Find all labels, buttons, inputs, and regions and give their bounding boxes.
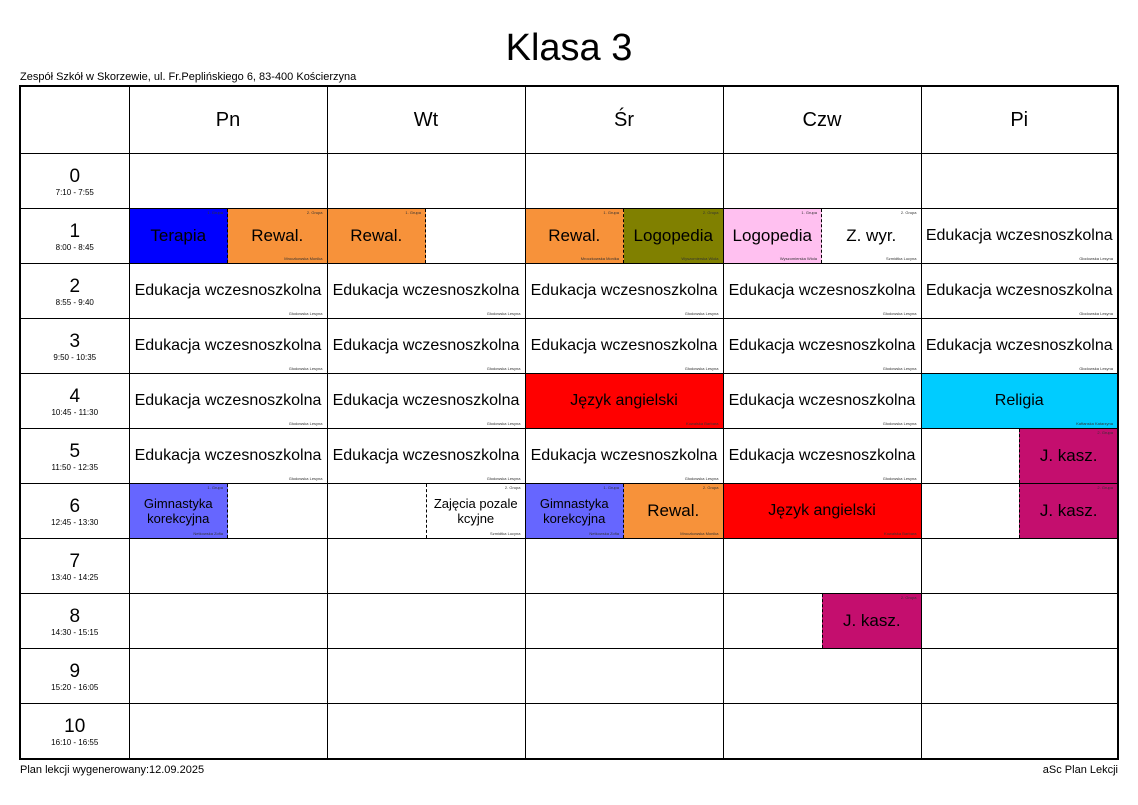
- lesson-cell: [129, 484, 327, 539]
- lesson-edukacja[interactable]: [328, 429, 525, 483]
- subject-label: Edukacja wczesnoszkolna: [925, 227, 1113, 244]
- teacher-label: Netkowska Zofia: [193, 531, 223, 536]
- lesson-cell: [921, 539, 1118, 594]
- lesson-cell: [723, 594, 921, 649]
- day-header-tue: Wt: [327, 86, 525, 154]
- group-label: 2. Grupa: [306, 210, 323, 215]
- lesson-cell: [327, 154, 525, 209]
- lesson-cell: [525, 319, 723, 374]
- lesson-cell: [723, 539, 921, 594]
- lesson-cell: [525, 429, 723, 484]
- period-number: 10: [64, 716, 86, 737]
- lesson-jkasz[interactable]: [822, 594, 921, 648]
- teacher-label: Szmidtka Lucyna: [490, 531, 521, 536]
- generated-date: Plan lekcji wygenerowany:12.09.2025: [20, 764, 205, 776]
- teacher-label: Głodowska Lesyna: [288, 311, 323, 316]
- teacher-label: Głodowska Lesyna: [486, 476, 521, 481]
- subject-label: Edukacja wczesnoszkolna: [134, 337, 322, 354]
- group-label: 1. Grupa: [603, 485, 619, 490]
- lesson-logopedia[interactable]: [624, 209, 723, 263]
- period-row-2: [20, 264, 1118, 319]
- period-label: [20, 374, 129, 429]
- period-time: 12:45 - 13:30: [51, 518, 99, 527]
- lesson-cell: [723, 429, 921, 484]
- period-label: [20, 154, 129, 209]
- lesson-cell: [921, 374, 1118, 429]
- lesson-terapia[interactable]: [130, 209, 229, 263]
- subject-label: Rewal.: [350, 226, 403, 245]
- lesson-cell: [525, 209, 723, 264]
- lesson-edukacja[interactable]: [130, 429, 327, 483]
- lesson-rewal[interactable]: [228, 209, 327, 263]
- period-time: 13:40 - 14:25: [51, 573, 99, 582]
- subject-label: Edukacja wczesnoszkolna: [728, 447, 916, 464]
- lesson-cell: [327, 539, 525, 594]
- subject-label: Edukacja wczesnoszkolna: [728, 282, 916, 299]
- lesson-cell: [921, 429, 1118, 484]
- lesson-cell: [723, 154, 921, 209]
- subject-label: Edukacja wczesnoszkolna: [925, 282, 1113, 299]
- teacher-label: Głodowska Lesyna: [1079, 311, 1113, 316]
- period-number: 0: [69, 166, 81, 187]
- lesson-edukacja[interactable]: [130, 264, 327, 318]
- lesson-cell: [723, 209, 921, 264]
- group-label: 2. Grupa: [1097, 485, 1113, 490]
- lesson-edukacja[interactable]: [724, 429, 921, 483]
- lesson-z-wyr[interactable]: [822, 209, 921, 263]
- period-number: 6: [69, 496, 81, 517]
- group-label: 2. Grupa: [702, 210, 719, 215]
- subject-label: Edukacja wczesnoszkolna: [134, 447, 322, 464]
- period-time: 11:50 - 12:35: [51, 463, 99, 472]
- lesson-edukacja[interactable]: [724, 264, 921, 318]
- lesson-cell: [525, 484, 723, 539]
- period-row-1: [20, 209, 1118, 264]
- teacher-label: Kaftanska Katarzyna: [1076, 421, 1113, 426]
- period-row-6: [20, 484, 1118, 539]
- period-label: [20, 594, 129, 649]
- subject-label: Rewal.: [548, 226, 601, 245]
- group-label: 1. Grupa: [207, 485, 223, 490]
- period-number: 5: [69, 441, 81, 462]
- lesson-rewal[interactable]: [624, 484, 723, 538]
- lesson-cell: [129, 539, 327, 594]
- lesson-gimnastyka[interactable]: [526, 484, 625, 538]
- period-row-0: [20, 154, 1118, 209]
- subject-label: Gimnastyka korekcyjna: [539, 496, 609, 526]
- group-label: 1. Grupa: [405, 210, 421, 215]
- lesson-zajecia[interactable]: [426, 484, 525, 538]
- timetable-grid: [19, 85, 1119, 760]
- lesson-cell: [129, 704, 327, 760]
- subject-label: Edukacja wczesnoszkolna: [728, 392, 916, 409]
- period-number: 7: [69, 551, 81, 572]
- lesson-cell: [327, 704, 525, 760]
- group-label: 1. Grupa: [207, 210, 223, 215]
- subject-label: J. kasz.: [1039, 446, 1098, 465]
- lesson-cell: [921, 484, 1118, 539]
- lesson-cell: [525, 374, 723, 429]
- period-number: 3: [69, 331, 81, 352]
- period-label: [20, 429, 129, 484]
- group-label: 2. Grupa: [504, 485, 521, 490]
- period-number: 2: [69, 276, 81, 297]
- lesson-jkasz[interactable]: [1019, 429, 1117, 483]
- lesson-cell: [525, 649, 723, 704]
- day-header-thu: Czw: [723, 86, 921, 154]
- teacher-label: Głodowska Lesyna: [1079, 256, 1113, 261]
- subject-label: Edukacja wczesnoszkolna: [530, 337, 718, 354]
- lesson-cell: [327, 484, 525, 539]
- period-number: 8: [69, 606, 81, 627]
- teacher-label: Głodowska Lesyna: [684, 476, 719, 481]
- lesson-cell: [723, 649, 921, 704]
- lesson-cell: [723, 374, 921, 429]
- lesson-cell: [129, 154, 327, 209]
- period-label: [20, 319, 129, 374]
- teacher-label: Głodowska Lesyna: [882, 311, 917, 316]
- period-number: 4: [69, 386, 81, 407]
- lesson-edukacja[interactable]: [526, 429, 723, 483]
- lesson-cell: [921, 704, 1118, 760]
- subject-label: Edukacja wczesnoszkolna: [332, 447, 520, 464]
- lesson-cell: [129, 649, 327, 704]
- subject-label: Edukacja wczesnoszkolna: [530, 282, 718, 299]
- lesson-cell: [129, 319, 327, 374]
- period-time: 14:30 - 15:15: [51, 628, 99, 637]
- period-label: [20, 264, 129, 319]
- period-row-8: [20, 594, 1118, 649]
- lesson-angielski[interactable]: [724, 484, 921, 538]
- subject-label: Język angielski: [570, 392, 678, 409]
- lesson-cell: [525, 264, 723, 319]
- subject-label: Z. wyr.: [846, 226, 897, 245]
- teacher-label: Głodowska Lesyna: [288, 366, 323, 371]
- period-time: 15:20 - 16:05: [51, 683, 99, 692]
- period-time: 16:10 - 16:55: [51, 738, 99, 747]
- lesson-cell: [327, 594, 525, 649]
- group-label: 2. Grupa: [900, 210, 917, 215]
- lesson-religia[interactable]: [922, 374, 1118, 428]
- period-label: [20, 649, 129, 704]
- period-number: 1: [69, 221, 81, 242]
- subject-label: Język angielski: [768, 502, 876, 519]
- subject-label: Edukacja wczesnoszkolna: [728, 337, 916, 354]
- teacher-label: Głodowska Lesyna: [288, 476, 323, 481]
- period-row-5: [20, 429, 1118, 484]
- teacher-label: Głodowska Lesyna: [1079, 366, 1113, 371]
- period-row-7: [20, 539, 1118, 594]
- subject-label: Edukacja wczesnoszkolna: [134, 392, 322, 409]
- group-label: 1. Grupa: [801, 210, 817, 215]
- teacher-label: Głodowska Lesyna: [486, 366, 521, 371]
- teacher-label: Kowalska Barbara: [884, 531, 917, 536]
- period-time: 8:00 - 8:45: [55, 243, 94, 252]
- lesson-cell: [723, 484, 921, 539]
- teacher-label: Głodowska Lesyna: [288, 421, 323, 426]
- teacher-label: Netkowska Zofia: [589, 531, 619, 536]
- period-row-4: [20, 374, 1118, 429]
- subject-label: Religia: [994, 392, 1044, 409]
- day-header-wed: Śr: [525, 86, 723, 154]
- teacher-label: Kowalska Barbara: [686, 421, 719, 426]
- lesson-jkasz[interactable]: [1019, 484, 1117, 538]
- subject-label: Gimnastyka korekcyjna: [143, 496, 213, 526]
- lesson-cell: [327, 374, 525, 429]
- period-label: [20, 539, 129, 594]
- lesson-cell: [525, 539, 723, 594]
- lesson-cell: [723, 704, 921, 760]
- subject-label: Edukacja wczesnoszkolna: [134, 282, 322, 299]
- lesson-cell: [327, 209, 525, 264]
- period-time: 8:55 - 9:40: [55, 298, 94, 307]
- lesson-cell: [327, 264, 525, 319]
- lesson-edukacja[interactable]: [526, 264, 723, 318]
- lesson-cell: [723, 319, 921, 374]
- period-row-9: [20, 649, 1118, 704]
- lesson-edukacja[interactable]: [526, 319, 723, 373]
- teacher-label: Szmidtka Lucyna: [886, 256, 917, 261]
- lesson-edukacja[interactable]: [922, 209, 1118, 263]
- group-label: 1. Grupa: [603, 210, 619, 215]
- subject-label: Edukacja wczesnoszkolna: [332, 282, 520, 299]
- lesson-edukacja[interactable]: [130, 374, 327, 428]
- period-time: 7:10 - 7:55: [55, 188, 94, 197]
- lesson-cell: [525, 154, 723, 209]
- group-label: 2. Grupa: [1097, 430, 1113, 435]
- lesson-edukacja[interactable]: [724, 319, 921, 373]
- subject-label: Logopedia: [732, 226, 812, 245]
- teacher-label: Mroczkowska Monika: [580, 256, 619, 261]
- subject-label: Edukacja wczesnoszkolna: [925, 337, 1113, 354]
- lesson-cell: [921, 209, 1118, 264]
- lesson-cell: [129, 374, 327, 429]
- lesson-gimnastyka[interactable]: [130, 484, 229, 538]
- lesson-cell: [525, 594, 723, 649]
- lesson-cell: [921, 319, 1118, 374]
- subject-label: Rewal.: [647, 501, 700, 520]
- lesson-cell: [327, 429, 525, 484]
- lesson-cell: [327, 649, 525, 704]
- lesson-edukacja[interactable]: [922, 319, 1118, 373]
- period-label: [20, 484, 129, 539]
- teacher-label: Wyszomierska Wiola: [779, 256, 817, 261]
- lesson-edukacja[interactable]: [724, 374, 921, 428]
- lesson-angielski[interactable]: [526, 374, 723, 428]
- teacher-label: Głodowska Lesyna: [882, 421, 917, 426]
- period-row-10: [20, 704, 1118, 760]
- lesson-cell: [525, 704, 723, 760]
- school-address: Zespół Szkół w Skorzewie, ul. Fr.Peplińskiego 6, 83-400 Kościerzyna: [20, 71, 357, 83]
- page-title: Klasa 3: [505, 27, 633, 69]
- lesson-cell: [129, 264, 327, 319]
- lesson-cell: [921, 264, 1118, 319]
- lesson-cell: [723, 264, 921, 319]
- lesson-cell: [129, 209, 327, 264]
- day-header-fri: Pi: [921, 86, 1118, 154]
- lesson-cell: [921, 649, 1118, 704]
- lesson-cell: [129, 594, 327, 649]
- lesson-cell: [921, 154, 1118, 209]
- subject-label: J. kasz.: [842, 611, 901, 630]
- subject-label: Edukacja wczesnoszkolna: [332, 392, 520, 409]
- subject-label: Terapia: [150, 226, 207, 245]
- period-time: 10:45 - 11:30: [51, 408, 99, 417]
- lesson-edukacja[interactable]: [130, 319, 327, 373]
- teacher-label: Mroczkowska Monika: [680, 531, 719, 536]
- lesson-cell: [921, 594, 1118, 649]
- period-number: 9: [69, 661, 81, 682]
- period-label: [20, 704, 129, 760]
- group-label: 2. Grupa: [900, 595, 917, 600]
- lesson-logopedia[interactable]: [724, 209, 823, 263]
- subject-label: J. kasz.: [1039, 501, 1098, 520]
- subject-label: Rewal.: [251, 226, 304, 245]
- period-time: 9:50 - 10:35: [53, 353, 97, 362]
- subject-label: Zajęcia pozalekcyjne: [433, 496, 518, 526]
- lesson-cell: [327, 319, 525, 374]
- subject-label: Edukacja wczesnoszkolna: [332, 337, 520, 354]
- subject-label: Logopedia: [633, 226, 713, 245]
- header-row: [20, 86, 1118, 154]
- period-row-3: [20, 319, 1118, 374]
- teacher-label: Głodowska Lesyna: [684, 311, 719, 316]
- corner-cell: [20, 86, 129, 154]
- teacher-label: Głodowska Lesyna: [684, 366, 719, 371]
- teacher-label: Głodowska Lesyna: [486, 421, 521, 426]
- group-label: 2. Grupa: [702, 485, 719, 490]
- lesson-rewal[interactable]: [526, 209, 625, 263]
- lesson-edukacja[interactable]: [328, 374, 525, 428]
- app-credit: aSc Plan Lekcji: [1042, 764, 1118, 776]
- teacher-label: Głodowska Lesyna: [486, 311, 521, 316]
- lesson-rewal[interactable]: [328, 209, 427, 263]
- subject-label: Edukacja wczesnoszkolna: [530, 447, 718, 464]
- teacher-label: Wyszomierska Wiola: [681, 256, 719, 261]
- day-header-mon: Pn: [129, 86, 327, 154]
- teacher-label: Mroczkowska Monika: [284, 256, 323, 261]
- teacher-label: Głodowska Lesyna: [882, 476, 917, 481]
- lesson-cell: [129, 429, 327, 484]
- teacher-label: Głodowska Lesyna: [882, 366, 917, 371]
- period-label: [20, 209, 129, 264]
- lesson-edukacja[interactable]: [328, 319, 525, 373]
- lesson-edukacja[interactable]: [328, 264, 525, 318]
- lesson-edukacja[interactable]: [922, 264, 1118, 318]
